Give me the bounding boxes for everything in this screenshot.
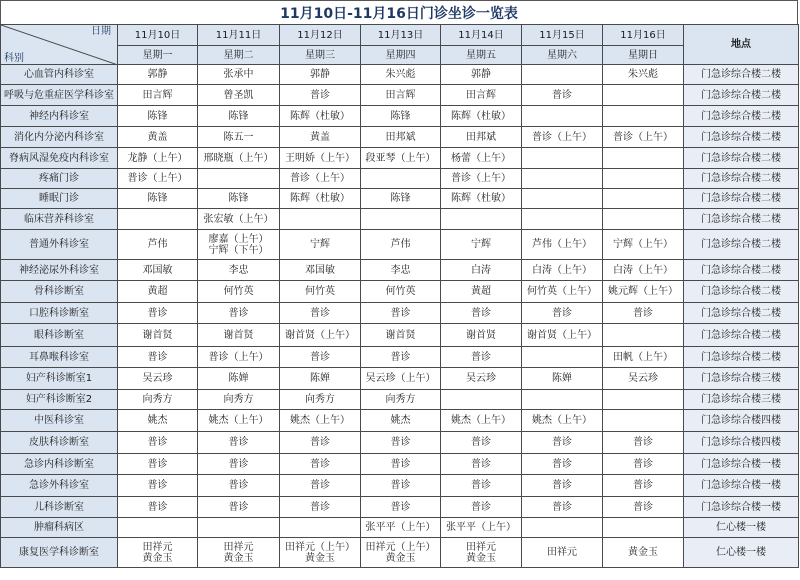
doctor-cell: 普诊	[280, 347, 361, 368]
table-row	[1, 410, 799, 432]
doctor-cell: 普诊	[522, 454, 603, 475]
doctor-cell: 陈锋	[118, 189, 198, 209]
doctor-cell: 姚杰	[361, 410, 441, 432]
doctor-cell: 黄金玉	[603, 538, 684, 568]
doctor-cell: 姚杰（上午）	[522, 410, 603, 432]
table-row	[1, 281, 799, 303]
doctor-cell: 普诊	[118, 347, 198, 368]
date-header: 11月15日	[522, 25, 603, 46]
department-name: 耳鼻喉科诊室	[1, 347, 118, 368]
department-name: 肿瘤科病区	[1, 518, 118, 538]
doctor-cell: 张平平（上午）	[361, 518, 441, 538]
doctor-cell: 普诊	[280, 475, 361, 497]
weekday-header: 星期二	[198, 46, 280, 65]
doctor-cell: 黄超	[118, 281, 198, 303]
doctor-cell	[361, 209, 441, 230]
doctor-cell	[361, 169, 441, 189]
doctor-cell: 吴云珍	[603, 368, 684, 390]
doctor-cell	[522, 106, 603, 127]
doctor-cell: 田祥元 黄金玉	[118, 538, 198, 568]
table-row	[1, 303, 799, 324]
location-cell: 门急诊综合楼二楼	[684, 347, 799, 368]
doctor-cell: 陈婵	[198, 368, 280, 390]
department-name: 脊病风湿免疫内科诊室	[1, 148, 118, 169]
doctor-cell	[603, 169, 684, 189]
location-cell: 门急诊综合楼一楼	[684, 497, 799, 518]
location-cell: 门急诊综合楼二楼	[684, 281, 799, 303]
table-row	[1, 454, 799, 475]
doctor-cell: 普诊	[603, 475, 684, 497]
page-title: 11月10日-11月16日门诊坐诊一览表	[0, 0, 798, 25]
doctor-cell	[603, 148, 684, 169]
doctor-cell: 普诊	[441, 475, 522, 497]
table-row	[1, 475, 799, 497]
department-name: 普通外科诊室	[1, 230, 118, 260]
doctor-cell: 邓国敏	[118, 260, 198, 281]
doctor-cell: 廖嘉（上午） 宁辉（下午）	[198, 230, 280, 260]
doctor-cell: 普诊	[198, 497, 280, 518]
department-name: 儿科诊断室	[1, 497, 118, 518]
doctor-cell: 普诊	[603, 454, 684, 475]
doctor-cell: 普诊	[522, 497, 603, 518]
location-cell: 门急诊综合楼二楼	[684, 169, 799, 189]
doctor-cell: 普诊	[522, 432, 603, 454]
location-cell: 门急诊综合楼四楼	[684, 432, 799, 454]
doctor-cell	[118, 209, 198, 230]
date-header: 11月16日	[603, 25, 684, 46]
doctor-cell: 吴云珍（上午）	[361, 368, 441, 390]
table-row	[1, 368, 799, 390]
doctor-cell: 田祥元（上午） 黄金玉	[280, 538, 361, 568]
doctor-cell: 芦伟	[118, 230, 198, 260]
header-corner	[1, 25, 118, 65]
table-row	[1, 85, 799, 106]
doctor-cell: 朱兴彪	[603, 65, 684, 85]
doctor-cell: 普诊	[522, 475, 603, 497]
doctor-cell: 普诊（上午）	[118, 169, 198, 189]
doctor-cell: 段亚琴（上午）	[361, 148, 441, 169]
table-row	[1, 432, 799, 454]
doctor-cell	[280, 209, 361, 230]
doctor-cell: 田祥元 黄金玉	[198, 538, 280, 568]
doctor-cell: 邢晓瓶（上午）	[198, 148, 280, 169]
doctor-cell: 李忠	[361, 260, 441, 281]
doctor-cell	[522, 169, 603, 189]
doctor-cell: 陈锋	[198, 106, 280, 127]
doctor-cell: 吴云珍	[118, 368, 198, 390]
location-cell: 门急诊综合楼二楼	[684, 209, 799, 230]
doctor-cell: 曾圣凯	[198, 85, 280, 106]
doctor-cell: 普诊	[603, 432, 684, 454]
weekday-header: 星期四	[361, 46, 441, 65]
department-name: 妇产科诊断室2	[1, 390, 118, 410]
doctor-cell	[603, 85, 684, 106]
doctor-cell: 普诊	[361, 303, 441, 324]
doctor-cell	[603, 106, 684, 127]
doctor-cell: 白涛（上午）	[603, 260, 684, 281]
doctor-cell: 张承中	[198, 65, 280, 85]
doctor-cell: 谢首贤	[198, 324, 280, 347]
doctor-cell: 普诊	[280, 497, 361, 518]
doctor-cell: 何竹英	[280, 281, 361, 303]
doctor-cell: 白涛（上午）	[522, 260, 603, 281]
doctor-cell: 邓国敏	[280, 260, 361, 281]
doctor-cell: 普诊	[118, 303, 198, 324]
location-cell: 门急诊综合楼三楼	[684, 390, 799, 410]
doctor-cell: 龙静（上午）	[118, 148, 198, 169]
location-cell: 门急诊综合楼二楼	[684, 303, 799, 324]
location-cell: 门急诊综合楼二楼	[684, 189, 799, 209]
doctor-cell: 郭静	[280, 65, 361, 85]
table-row	[1, 347, 799, 368]
doctor-cell	[522, 390, 603, 410]
doctor-cell: 陈锋	[118, 106, 198, 127]
doctor-cell: 普诊	[118, 497, 198, 518]
doctor-cell: 陈锋	[361, 106, 441, 127]
department-name: 神经内科诊室	[1, 106, 118, 127]
doctor-cell: 普诊	[361, 454, 441, 475]
doctor-cell: 王明娇（上午）	[280, 148, 361, 169]
doctor-cell: 田祥元（上午） 黄金玉	[361, 538, 441, 568]
doctor-cell: 普诊	[198, 454, 280, 475]
location-cell: 门急诊综合楼二楼	[684, 65, 799, 85]
department-name: 皮肤科诊断室	[1, 432, 118, 454]
doctor-cell: 普诊	[522, 303, 603, 324]
table-row	[1, 209, 799, 230]
table-row	[1, 189, 799, 209]
department-name: 神经泌尿外科诊室	[1, 260, 118, 281]
date-axis-label: 日期	[91, 26, 111, 37]
schedule-table	[0, 24, 799, 568]
location-cell: 门急诊综合楼二楼	[684, 148, 799, 169]
doctor-cell: 张宏敏（上午）	[198, 209, 280, 230]
location-cell: 门急诊综合楼四楼	[684, 410, 799, 432]
doctor-cell: 何竹英（上午）	[522, 281, 603, 303]
location-cell: 门急诊综合楼一楼	[684, 475, 799, 497]
date-header: 11月11日	[198, 25, 280, 46]
location-cell: 仁心楼一楼	[684, 538, 799, 568]
department-name: 口腔科诊断室	[1, 303, 118, 324]
doctor-cell: 朱兴彪	[361, 65, 441, 85]
doctor-cell	[118, 518, 198, 538]
doctor-cell: 杨蕾（上午）	[441, 148, 522, 169]
doctor-cell	[441, 390, 522, 410]
table-row	[1, 148, 799, 169]
doctor-cell: 普诊（上午）	[198, 347, 280, 368]
location-cell: 仁心楼一楼	[684, 518, 799, 538]
weekday-header: 星期日	[603, 46, 684, 65]
doctor-cell: 姚元辉（上午）	[603, 281, 684, 303]
location-cell: 门急诊综合楼二楼	[684, 106, 799, 127]
doctor-cell: 普诊	[118, 475, 198, 497]
doctor-cell: 普诊（上午）	[522, 127, 603, 148]
doctor-cell: 谢首贤（上午）	[280, 324, 361, 347]
doctor-cell: 普诊	[198, 303, 280, 324]
doctor-cell: 向秀方	[198, 390, 280, 410]
doctor-cell: 普诊	[441, 303, 522, 324]
doctor-cell: 谢首贤	[118, 324, 198, 347]
department-name: 妇产科诊断室1	[1, 368, 118, 390]
doctor-cell: 普诊	[603, 497, 684, 518]
doctor-cell	[198, 518, 280, 538]
doctor-cell: 谢首贤	[441, 324, 522, 347]
doctor-cell: 陈五一	[198, 127, 280, 148]
doctor-cell: 普诊	[280, 454, 361, 475]
doctor-cell: 普诊（上午）	[441, 169, 522, 189]
department-name: 呼吸与危重症医学科诊室	[1, 85, 118, 106]
doctor-cell: 白涛	[441, 260, 522, 281]
doctor-cell: 普诊	[522, 85, 603, 106]
table-row	[1, 230, 799, 260]
table-row	[1, 518, 799, 538]
doctor-cell: 普诊	[198, 432, 280, 454]
doctor-cell: 陈婵	[280, 368, 361, 390]
date-header: 11月10日	[118, 25, 198, 46]
doctor-cell: 宁辉	[280, 230, 361, 260]
doctor-cell	[603, 189, 684, 209]
doctor-cell: 田言辉	[118, 85, 198, 106]
department-name: 睡眠门诊	[1, 189, 118, 209]
doctor-cell: 姚杰	[118, 410, 198, 432]
date-header: 11月14日	[441, 25, 522, 46]
department-name: 眼科诊断室	[1, 324, 118, 347]
department-name: 急诊内科诊断室	[1, 454, 118, 475]
doctor-cell: 普诊	[441, 497, 522, 518]
doctor-cell: 田祥元	[522, 538, 603, 568]
doctor-cell: 普诊	[118, 454, 198, 475]
doctor-cell: 向秀方	[280, 390, 361, 410]
doctor-cell: 陈辉（杜敏）	[441, 106, 522, 127]
doctor-cell	[280, 518, 361, 538]
weekday-header: 星期六	[522, 46, 603, 65]
doctor-cell: 田邦斌	[361, 127, 441, 148]
doctor-cell: 陈婵	[522, 368, 603, 390]
table-row	[1, 106, 799, 127]
doctor-cell: 郭静	[118, 65, 198, 85]
doctor-cell: 普诊（上午）	[280, 169, 361, 189]
doctor-cell: 陈辉（杜敏）	[280, 106, 361, 127]
doctor-cell: 谢首贤	[361, 324, 441, 347]
doctor-cell: 田帆（上午）	[603, 347, 684, 368]
department-name: 中医科诊室	[1, 410, 118, 432]
doctor-cell	[603, 390, 684, 410]
doctor-cell: 普诊	[361, 497, 441, 518]
doctor-cell	[603, 209, 684, 230]
date-header: 11月12日	[280, 25, 361, 46]
doctor-cell	[522, 189, 603, 209]
doctor-cell: 普诊	[441, 347, 522, 368]
doctor-cell: 普诊	[603, 303, 684, 324]
location-cell: 门急诊综合楼三楼	[684, 368, 799, 390]
location-cell: 门急诊综合楼二楼	[684, 260, 799, 281]
doctor-cell: 李忠	[198, 260, 280, 281]
doctor-cell: 田邦斌	[441, 127, 522, 148]
doctor-cell: 普诊	[441, 454, 522, 475]
weekday-header: 星期一	[118, 46, 198, 65]
table-row	[1, 324, 799, 347]
department-name: 急诊外科诊室	[1, 475, 118, 497]
doctor-cell	[522, 518, 603, 538]
doctor-cell: 田言辉	[441, 85, 522, 106]
doctor-cell: 普诊	[118, 432, 198, 454]
doctor-cell	[603, 324, 684, 347]
doctor-cell: 普诊	[280, 432, 361, 454]
table-row	[1, 65, 799, 85]
weekday-header: 星期三	[280, 46, 361, 65]
doctor-cell: 宁辉（上午）	[603, 230, 684, 260]
table-row	[1, 260, 799, 281]
doctor-cell: 张平平（上午）	[441, 518, 522, 538]
doctor-cell: 向秀方	[118, 390, 198, 410]
doctor-cell: 田言辉	[361, 85, 441, 106]
doctor-cell: 普诊	[361, 432, 441, 454]
date-header: 11月13日	[361, 25, 441, 46]
location-header: 地点	[684, 25, 799, 65]
doctor-cell	[522, 148, 603, 169]
doctor-cell: 普诊	[280, 303, 361, 324]
doctor-cell: 姚杰（上午）	[198, 410, 280, 432]
table-row	[1, 497, 799, 518]
doctor-cell: 吴云珍	[441, 368, 522, 390]
dept-axis-label: 科别	[4, 53, 24, 64]
doctor-cell	[603, 518, 684, 538]
doctor-cell: 田祥元 黄金玉	[441, 538, 522, 568]
department-name: 康复医学科诊断室	[1, 538, 118, 568]
table-row	[1, 390, 799, 410]
table-row	[1, 169, 799, 189]
doctor-cell: 普诊	[280, 85, 361, 106]
doctor-cell: 普诊（上午）	[603, 127, 684, 148]
doctor-cell: 宁辉	[441, 230, 522, 260]
doctor-cell: 陈辉（杜敏）	[280, 189, 361, 209]
doctor-cell: 郭静	[441, 65, 522, 85]
doctor-cell: 黄盖	[118, 127, 198, 148]
doctor-cell: 普诊	[361, 347, 441, 368]
doctor-cell: 陈锋	[198, 189, 280, 209]
doctor-cell	[522, 347, 603, 368]
department-name: 消化内分泌内科诊室	[1, 127, 118, 148]
table-row	[1, 127, 799, 148]
location-cell: 门急诊综合楼二楼	[684, 230, 799, 260]
doctor-cell: 芦伟（上午）	[522, 230, 603, 260]
doctor-cell	[522, 209, 603, 230]
doctor-cell: 黄盖	[280, 127, 361, 148]
doctor-cell: 向秀方	[361, 390, 441, 410]
location-cell: 门急诊综合楼二楼	[684, 127, 799, 148]
department-name: 心血管内科诊室	[1, 65, 118, 85]
table-row	[1, 538, 799, 568]
doctor-cell	[603, 410, 684, 432]
weekday-header: 星期五	[441, 46, 522, 65]
doctor-cell: 何竹英	[361, 281, 441, 303]
department-name: 疼痛门诊	[1, 169, 118, 189]
doctor-cell: 普诊	[441, 432, 522, 454]
doctor-cell: 谢首贤（上午）	[522, 324, 603, 347]
doctor-cell: 何竹英	[198, 281, 280, 303]
doctor-cell: 陈锋	[361, 189, 441, 209]
doctor-cell: 陈辉（杜敏）	[441, 189, 522, 209]
doctor-cell: 芦伟	[361, 230, 441, 260]
doctor-cell: 普诊	[198, 475, 280, 497]
doctor-cell: 黄超	[441, 281, 522, 303]
doctor-cell	[198, 169, 280, 189]
department-name: 临床营养科诊室	[1, 209, 118, 230]
location-cell: 门急诊综合楼二楼	[684, 85, 799, 106]
doctor-cell: 普诊	[361, 475, 441, 497]
doctor-cell: 姚杰（上午）	[441, 410, 522, 432]
doctor-cell	[441, 209, 522, 230]
department-name: 骨科诊断室	[1, 281, 118, 303]
location-cell: 门急诊综合楼一楼	[684, 454, 799, 475]
doctor-cell: 姚杰（上午）	[280, 410, 361, 432]
doctor-cell	[522, 65, 603, 85]
location-cell: 门急诊综合楼二楼	[684, 324, 799, 347]
